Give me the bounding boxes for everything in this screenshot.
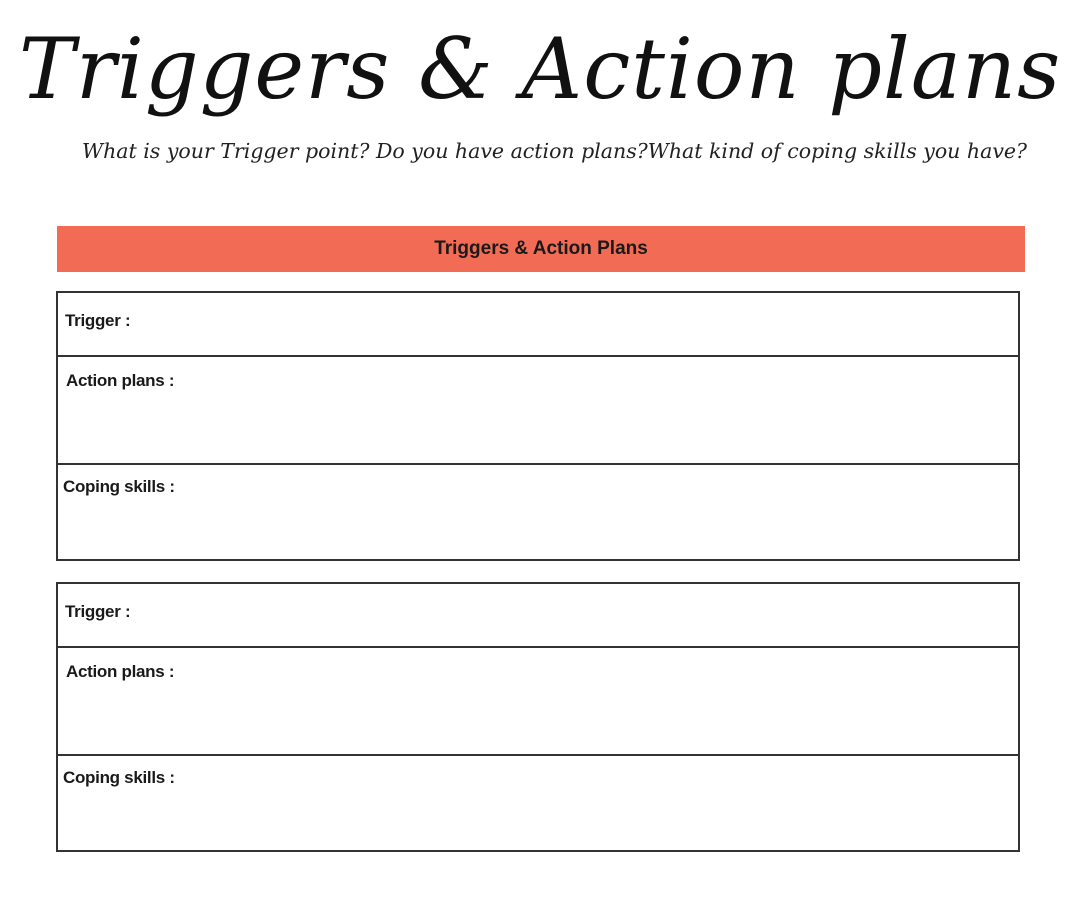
trigger-row — [58, 584, 1018, 648]
action-plans-row — [58, 648, 1018, 756]
section-banner-label: Triggers & Action Plans — [434, 238, 648, 259]
trigger-row — [58, 293, 1018, 357]
worksheet-card-1 — [56, 291, 1020, 561]
section-banner — [57, 226, 1025, 272]
action-plans-label: Action plans : — [66, 371, 175, 390]
trigger-label: Trigger : — [65, 602, 131, 621]
trigger-field[interactable] — [198, 301, 1008, 347]
action-plans-field[interactable] — [198, 365, 1008, 455]
coping-skills-row — [58, 465, 1018, 559]
coping-skills-row — [58, 756, 1018, 850]
action-plans-field[interactable] — [198, 656, 1008, 746]
coping-skills-field[interactable] — [198, 764, 1008, 842]
action-plans-row — [58, 357, 1018, 465]
coping-skills-label: Coping skills : — [63, 768, 175, 787]
trigger-field[interactable] — [198, 592, 1008, 638]
worksheet-card-2 — [56, 582, 1020, 852]
page-subtitle: What is your Trigger point? Do you have action plans?What kind of coping skills you have? — [82, 139, 1028, 163]
trigger-label: Trigger : — [65, 311, 131, 330]
page-title: Triggers & Action plans — [18, 20, 1062, 118]
coping-skills-label: Coping skills : — [63, 477, 175, 496]
action-plans-label: Action plans : — [66, 662, 175, 681]
coping-skills-field[interactable] — [198, 473, 1008, 551]
